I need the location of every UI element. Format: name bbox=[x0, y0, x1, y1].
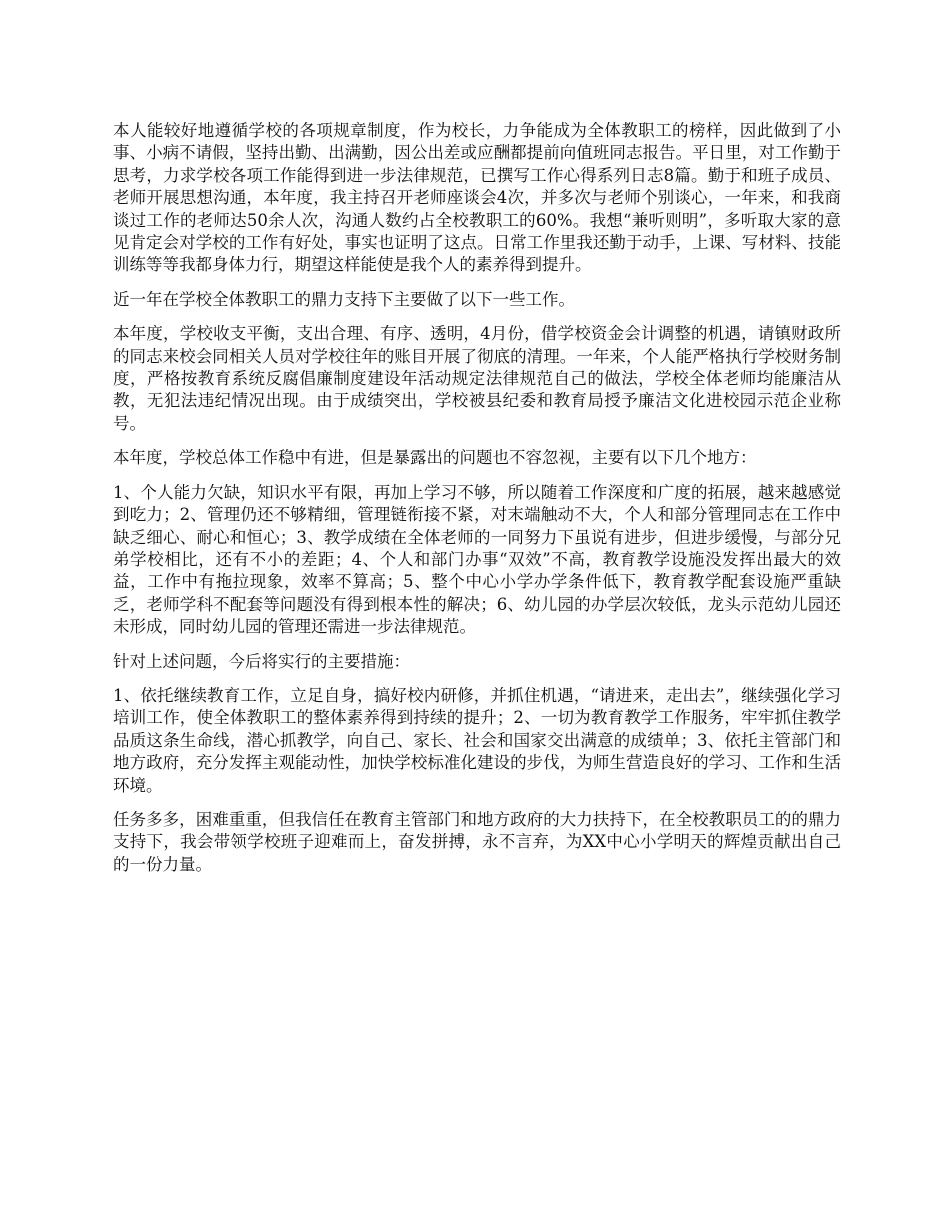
paragraph-self-conduct: 本人能较好地遵循学校的各项规章制度，作为校长，力争能成为全体教职工的榜样，因此做到了小事、小病不请假，坚持出勤、出满勤，因公出差或应酬都提前向值班同志报告。平日里，对工作勤于思考，力求学校各项工作能得到进一步法律规范，已撰写工作心得系列日志8篇。勤于和班子成员、老师开展思想沟通，本年度，我主持召开老师座谈会4次，并多次与老师个别谈心，一年来，和我商谈过工作的老师达50余人次，沟通人数约占全校教职工的60%。我想“兼听则明”，多听取大家的意见肯定会对学校的工作有好处，事实也证明了这点。日常工作里我还勤于动手，上课、写材料、技能训练等等我都身体力行，期望这样能使是我个人的素养得到提升。 bbox=[113, 121, 841, 275]
paragraph-measures-intro: 针对上述问题，今后将实行的主要措施： bbox=[113, 651, 410, 671]
paragraph-problems-list: 1、个人能力欠缺，知识水平有限，再加上学习不够，所以随着工作深度和广度的拓展，越来越感觉到吃力；2、管理仍还不够精细，管理链衔接不紧，对末端触动不大，个人和部分管理同志在工作中缺乏细心、耐心和恒心；3、教学成绩在全体老师的一同努力下虽说有进步，但进步缓慢，与部分兄弟学校相比，还有不小的差距；4、个人和部门办事“双效”不高，教育教学设施没发挥出最大的效益，工作中有拖拉现象，效率不算高；5、整个中心小学办学条件低下，教育教学配套设施严重缺乏，老师学科不配套等问题没有得到根本性的解决；6、幼儿园的办学层次较低，龙头示范幼儿园还未形成，同时幼儿园的管理还需进一步法律规范。 bbox=[113, 482, 841, 637]
paragraph-measures-list: 1、依托继续教育工作，立足自身，搞好校内研修，并抓住机遇，“请进来，走出去”，继续强化学习培训工作，使全体教职工的整体素养得到持续的提升；2、一切为教育教学工作服务，牢牢抓住教学品质这条生命线，潜心抓教学，向自己、家长、社会和国家交出满意的成绩单；3、依托主管部门和地方政府，充分发挥主观能动性，加快学校标准化建设的步伐，为师生营造良好的学习、工作和生活环境。 bbox=[113, 685, 841, 795]
document-body bbox=[113, 120, 841, 888]
paragraph-work-intro: 近一年在学校全体教职工的鼎力支持下主要做了以下一些工作。 bbox=[113, 289, 575, 309]
paragraph-problems-intro: 本年度，学校总体工作稳中有进，但是暴露出的问题也不容忽视，主要有以下几个地方： bbox=[113, 448, 757, 468]
paragraph-finance: 本年度，学校收支平衡，支出合理、有序、透明，4月份，借学校资金会计调整的机遇，请镇财政所的同志来校会同相关人员对学校往年的账目开展了彻底的清理。一年来，个人能严格执行学校财务制度，严格按教育系统反腐倡廉制度建设年活动规定法律规范自己的做法，学校全体老师均能廉洁从教，无犯法违纪情况出现。由于成绩突出，学校被县纪委和教育局授予廉洁文化进校园示范企业称号。 bbox=[113, 324, 841, 433]
paragraph-conclusion: 任务多多，困难重重，但我信任在教育主管部门和地方政府的大力扶持下，在全校教职员工的的鼎力支持下，我会带领学校班子迎难而上，奋发拼搏，永不言弃，为XX中心小学明天的辉煌贡献出自己的一份力量。 bbox=[113, 809, 841, 874]
